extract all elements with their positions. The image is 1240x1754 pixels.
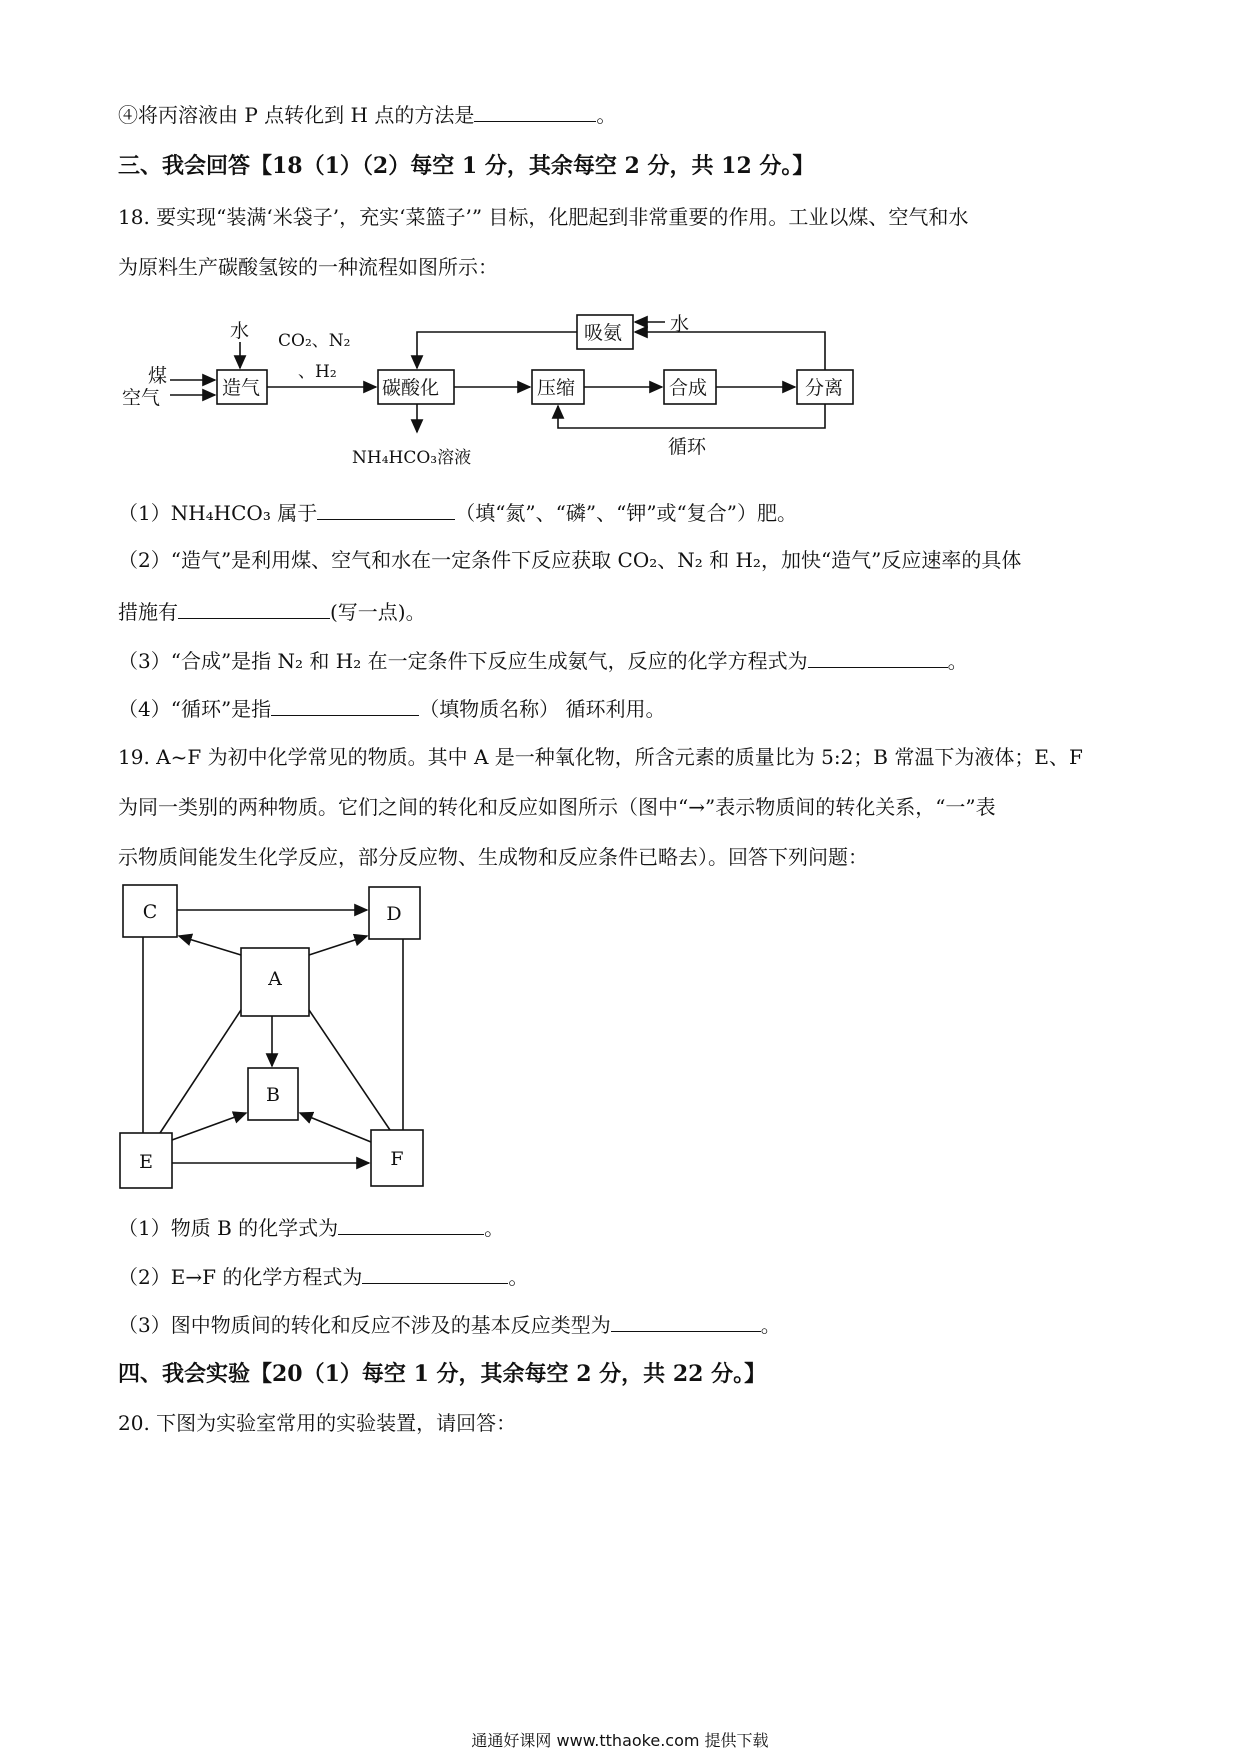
section-3-heading: 三、我会回答【18（1）（2）每空 1 分，其余每空 2 分，共 12 分。】 bbox=[118, 153, 815, 179]
q18-part2-line2: 措施有 (写一点)。 bbox=[118, 596, 426, 626]
label-xian: 吸氨 bbox=[584, 322, 623, 344]
label-cycle: 循环 bbox=[668, 436, 707, 458]
q19-part1: （1）物质 B 的化学式为 。 bbox=[118, 1212, 504, 1242]
label-zaoqi: 造气 bbox=[222, 377, 261, 399]
label-fenli: 分离 bbox=[805, 377, 844, 399]
q19-part3: （3）图中物质间的转化和反应不涉及的基本反应类型为 。 bbox=[118, 1309, 781, 1339]
label-yasuo: 压缩 bbox=[537, 377, 576, 399]
page-footer: 通通好课网 www.tthaoke.com 提供下载 bbox=[471, 1731, 769, 1750]
q18-part1: （1）NH₄HCO₃ 属于 （填“氮”、“磷”、“钾”或“复合”）肥。 bbox=[118, 497, 797, 527]
label-air: 空气 bbox=[122, 387, 161, 409]
q20-stem: 20. 下图为实验室常用的实验装置，请回答： bbox=[118, 1411, 517, 1435]
label-coal: 煤 bbox=[148, 365, 168, 387]
q19-stem-line1: 19. A~F 为初中化学常见的物质。其中 A 是一种氧化物，所含元素的质量比为 5:2；B 常温下为液体；E、F bbox=[118, 745, 1083, 769]
answer-blank[interactable] bbox=[338, 1212, 484, 1235]
label-B: B bbox=[266, 1084, 280, 1106]
label-tansuanhua: 碳酸化 bbox=[382, 377, 440, 399]
answer-blank[interactable] bbox=[271, 693, 419, 716]
label-product: NH₄HCO₃溶液 bbox=[352, 448, 472, 468]
nh4hco3-process-flow-diagram bbox=[110, 300, 890, 475]
label-hecheng: 合成 bbox=[669, 377, 708, 399]
substance-relation-diagram bbox=[110, 880, 440, 1200]
q18-part3: （3）“合成”是指 N₂ 和 H₂ 在一定条件下反应生成氨气，反应的化学方程式为 。 bbox=[118, 645, 968, 675]
answer-blank[interactable] bbox=[362, 1261, 508, 1284]
q18-stem-line2: 为原料生产碳酸氢铵的一种流程如图所示： bbox=[118, 255, 498, 279]
answer-blank[interactable] bbox=[474, 99, 596, 122]
q18-part4: （4）“循环”是指 （填物质名称） 循环利用。 bbox=[118, 693, 666, 723]
q19-stem-line2: 为同一类别的两种物质。它们之间的转化和反应如图所示（图中“→”表示物质间的转化关系，“一”表 bbox=[118, 795, 996, 819]
q18-stem-line1: 18. 要实现“装满‘米袋子’，充实‘菜篮子’” 目标，化肥起到非常重要的作用。工业以煤、空气和水 bbox=[118, 205, 969, 229]
label-gases-2: 、H₂ bbox=[298, 362, 337, 382]
label-C: C bbox=[142, 901, 158, 923]
q18-part2-line1: （2）“造气”是利用煤、空气和水在一定条件下反应获取 CO₂、N₂ 和 H₂，加快“造气”反应速率的具体 bbox=[118, 548, 1022, 572]
q19-part2: （2）E→F 的化学方程式为 。 bbox=[118, 1261, 528, 1291]
answer-blank[interactable] bbox=[808, 645, 948, 668]
answer-blank[interactable] bbox=[317, 497, 455, 520]
label-D: D bbox=[386, 903, 402, 925]
label-water-1: 水 bbox=[230, 320, 250, 342]
answer-blank[interactable] bbox=[178, 596, 330, 619]
label-E: E bbox=[139, 1151, 153, 1173]
label-A: A bbox=[268, 968, 282, 990]
q17-item4: ④将丙溶液由 P 点转化到 H 点的方法是 。 bbox=[118, 99, 616, 129]
label-gases-1: CO₂、N₂ bbox=[278, 331, 351, 351]
section-4-heading: 四、我会实验【20（1）每空 1 分，其余每空 2 分，共 22 分。】 bbox=[118, 1361, 767, 1387]
answer-blank[interactable] bbox=[611, 1309, 761, 1332]
label-F: F bbox=[390, 1148, 404, 1170]
q19-stem-line3: 示物质间能发生化学反应，部分反应物、生成物和反应条件已略去）。回答下列问题： bbox=[118, 845, 868, 869]
label-water-2: 水 bbox=[670, 313, 690, 335]
